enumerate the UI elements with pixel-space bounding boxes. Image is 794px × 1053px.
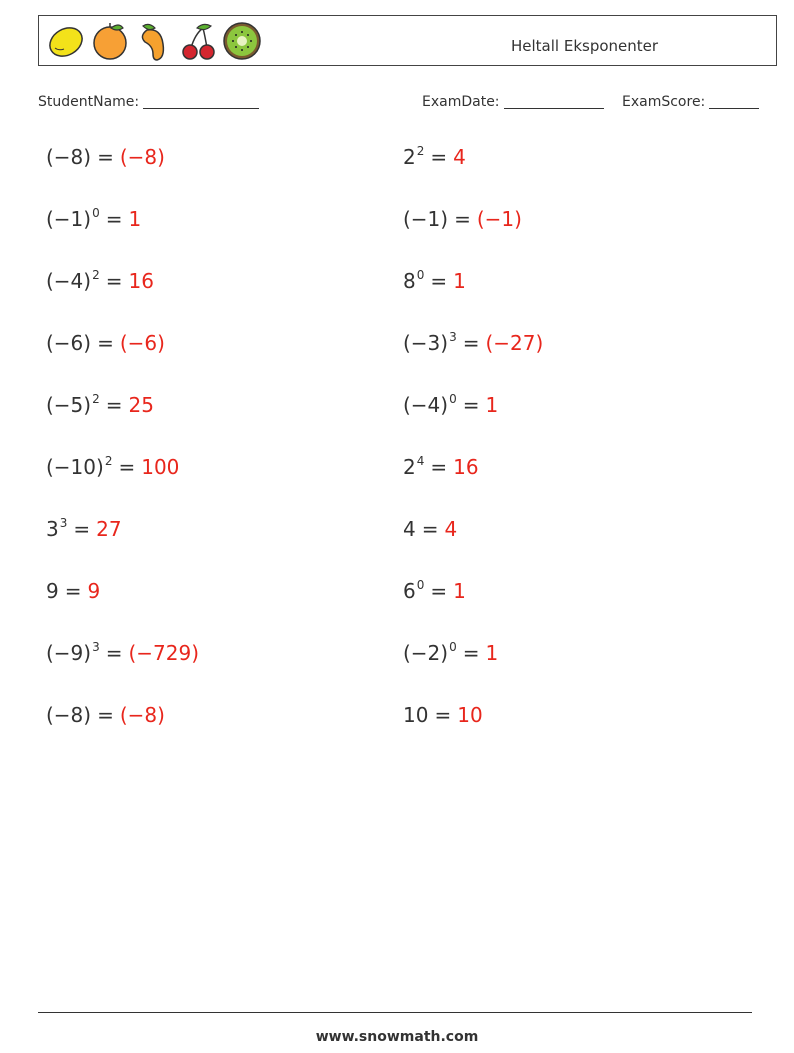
problem-answer: 1 <box>128 207 142 231</box>
problem-base: 3 <box>46 517 59 541</box>
equals-sign: = <box>105 269 123 293</box>
problem-answer: 1 <box>453 579 466 603</box>
problem-exponent: 2 <box>92 392 100 406</box>
problem-base: (−3) <box>403 331 449 355</box>
problem-answer: (−729) <box>128 641 200 665</box>
problem-exponent: 2 <box>104 454 113 468</box>
problem-answer: 100 <box>141 455 180 479</box>
problem-base: 2 <box>403 455 416 479</box>
worksheet-title: Heltall Eksponenter <box>511 37 659 55</box>
equals-sign: = <box>434 703 452 727</box>
problem-item <box>46 269 154 299</box>
worksheet-header <box>38 15 777 66</box>
problem-exponent: 2 <box>92 268 100 282</box>
orange-icon <box>89 20 131 62</box>
problem-base: (−2) <box>403 641 449 665</box>
problem-item <box>403 517 457 547</box>
problem-answer: 27 <box>96 517 122 541</box>
kiwi-icon <box>221 20 263 62</box>
problem-item <box>46 455 179 485</box>
exam-date-blank <box>504 94 604 109</box>
equals-sign: = <box>97 703 114 727</box>
exam-score-blank <box>709 94 759 109</box>
student-name-blank <box>143 94 259 109</box>
problem-item <box>403 269 466 299</box>
equals-sign: = <box>421 517 439 541</box>
problem-base: 10 <box>403 703 429 727</box>
problem-answer: (−27) <box>485 331 544 355</box>
problem-answer: 1 <box>485 393 499 417</box>
problem-base: (−10) <box>46 455 104 479</box>
equals-sign: = <box>64 579 82 603</box>
problem-base: (−1) <box>46 207 92 231</box>
problem-base: (−9) <box>46 641 92 665</box>
problem-item <box>403 145 466 175</box>
problem-exponent: 3 <box>59 516 68 530</box>
problem-base: 4 <box>403 517 416 541</box>
problem-answer: (−1) <box>476 207 522 231</box>
footer-site: www.snowmath.com <box>315 1029 479 1045</box>
problem-answer: (−8) <box>119 703 165 727</box>
problem-item <box>46 207 141 237</box>
cherry-icon <box>177 20 219 62</box>
problem-item <box>403 455 479 485</box>
problem-base: 6 <box>403 579 416 603</box>
problem-exponent: 0 <box>416 268 425 282</box>
equals-sign: = <box>105 207 123 231</box>
problem-answer: 4 <box>453 145 466 169</box>
lemon-icon <box>45 20 87 62</box>
mango-icon <box>133 20 175 62</box>
footer-divider <box>38 1012 752 1013</box>
exam-score-field <box>622 94 759 110</box>
problem-item <box>403 703 483 733</box>
student-name-label: StudentName: <box>38 94 140 110</box>
equals-sign: = <box>430 579 448 603</box>
equals-sign: = <box>462 331 480 355</box>
problem-exponent: 0 <box>416 578 425 592</box>
equals-sign: = <box>97 145 114 169</box>
problem-item <box>403 579 466 609</box>
problem-exponent: 3 <box>92 640 100 654</box>
student-name-field <box>38 94 259 110</box>
problem-item <box>403 331 543 361</box>
problem-item <box>403 393 498 423</box>
problem-answer: 16 <box>453 455 479 479</box>
equals-sign: = <box>105 393 123 417</box>
problem-answer: (−6) <box>119 331 165 355</box>
fruit-icons <box>45 20 263 62</box>
problem-item <box>46 145 165 175</box>
problem-item <box>46 579 100 609</box>
equals-sign: = <box>430 269 448 293</box>
equals-sign: = <box>462 393 480 417</box>
problem-base: 2 <box>403 145 416 169</box>
problem-answer: 1 <box>485 641 499 665</box>
equals-sign: = <box>97 331 114 355</box>
problem-base: (−5) <box>46 393 92 417</box>
problem-answer: 10 <box>457 703 483 727</box>
problem-item <box>46 517 122 547</box>
problem-item <box>46 393 154 423</box>
equals-sign: = <box>118 455 136 479</box>
problem-answer: (−8) <box>119 145 165 169</box>
problem-exponent: 3 <box>449 330 457 344</box>
problem-base: (−4) <box>403 393 449 417</box>
problem-answer: 4 <box>444 517 458 541</box>
problem-exponent: 0 <box>92 206 100 220</box>
problem-exponent: 0 <box>449 640 457 654</box>
problem-answer: 25 <box>128 393 154 417</box>
problem-item <box>403 207 522 237</box>
problem-base: (−8) <box>46 145 92 169</box>
equals-sign: = <box>430 145 448 169</box>
problem-item <box>46 641 199 671</box>
equals-sign: = <box>454 207 471 231</box>
problem-base: (−1) <box>403 207 449 231</box>
equals-sign: = <box>462 641 480 665</box>
exam-score-label: ExamScore: <box>622 94 706 110</box>
problem-base: (−6) <box>46 331 92 355</box>
equals-sign: = <box>430 455 448 479</box>
problem-item <box>403 641 498 671</box>
problem-exponent: 0 <box>449 392 457 406</box>
problem-exponent: 2 <box>416 144 425 158</box>
equals-sign: = <box>105 641 123 665</box>
problem-base: 9 <box>46 579 59 603</box>
problem-exponent: 4 <box>416 454 425 468</box>
problem-base: 8 <box>403 269 416 293</box>
problem-item <box>46 703 165 733</box>
problem-answer: 1 <box>453 269 466 293</box>
exam-date-label: ExamDate: <box>422 94 500 110</box>
problem-item <box>46 331 165 361</box>
exam-date-field <box>422 94 604 110</box>
problem-answer: 16 <box>128 269 154 293</box>
problem-base: (−8) <box>46 703 92 727</box>
equals-sign: = <box>73 517 91 541</box>
problem-base: (−4) <box>46 269 92 293</box>
problem-answer: 9 <box>87 579 101 603</box>
